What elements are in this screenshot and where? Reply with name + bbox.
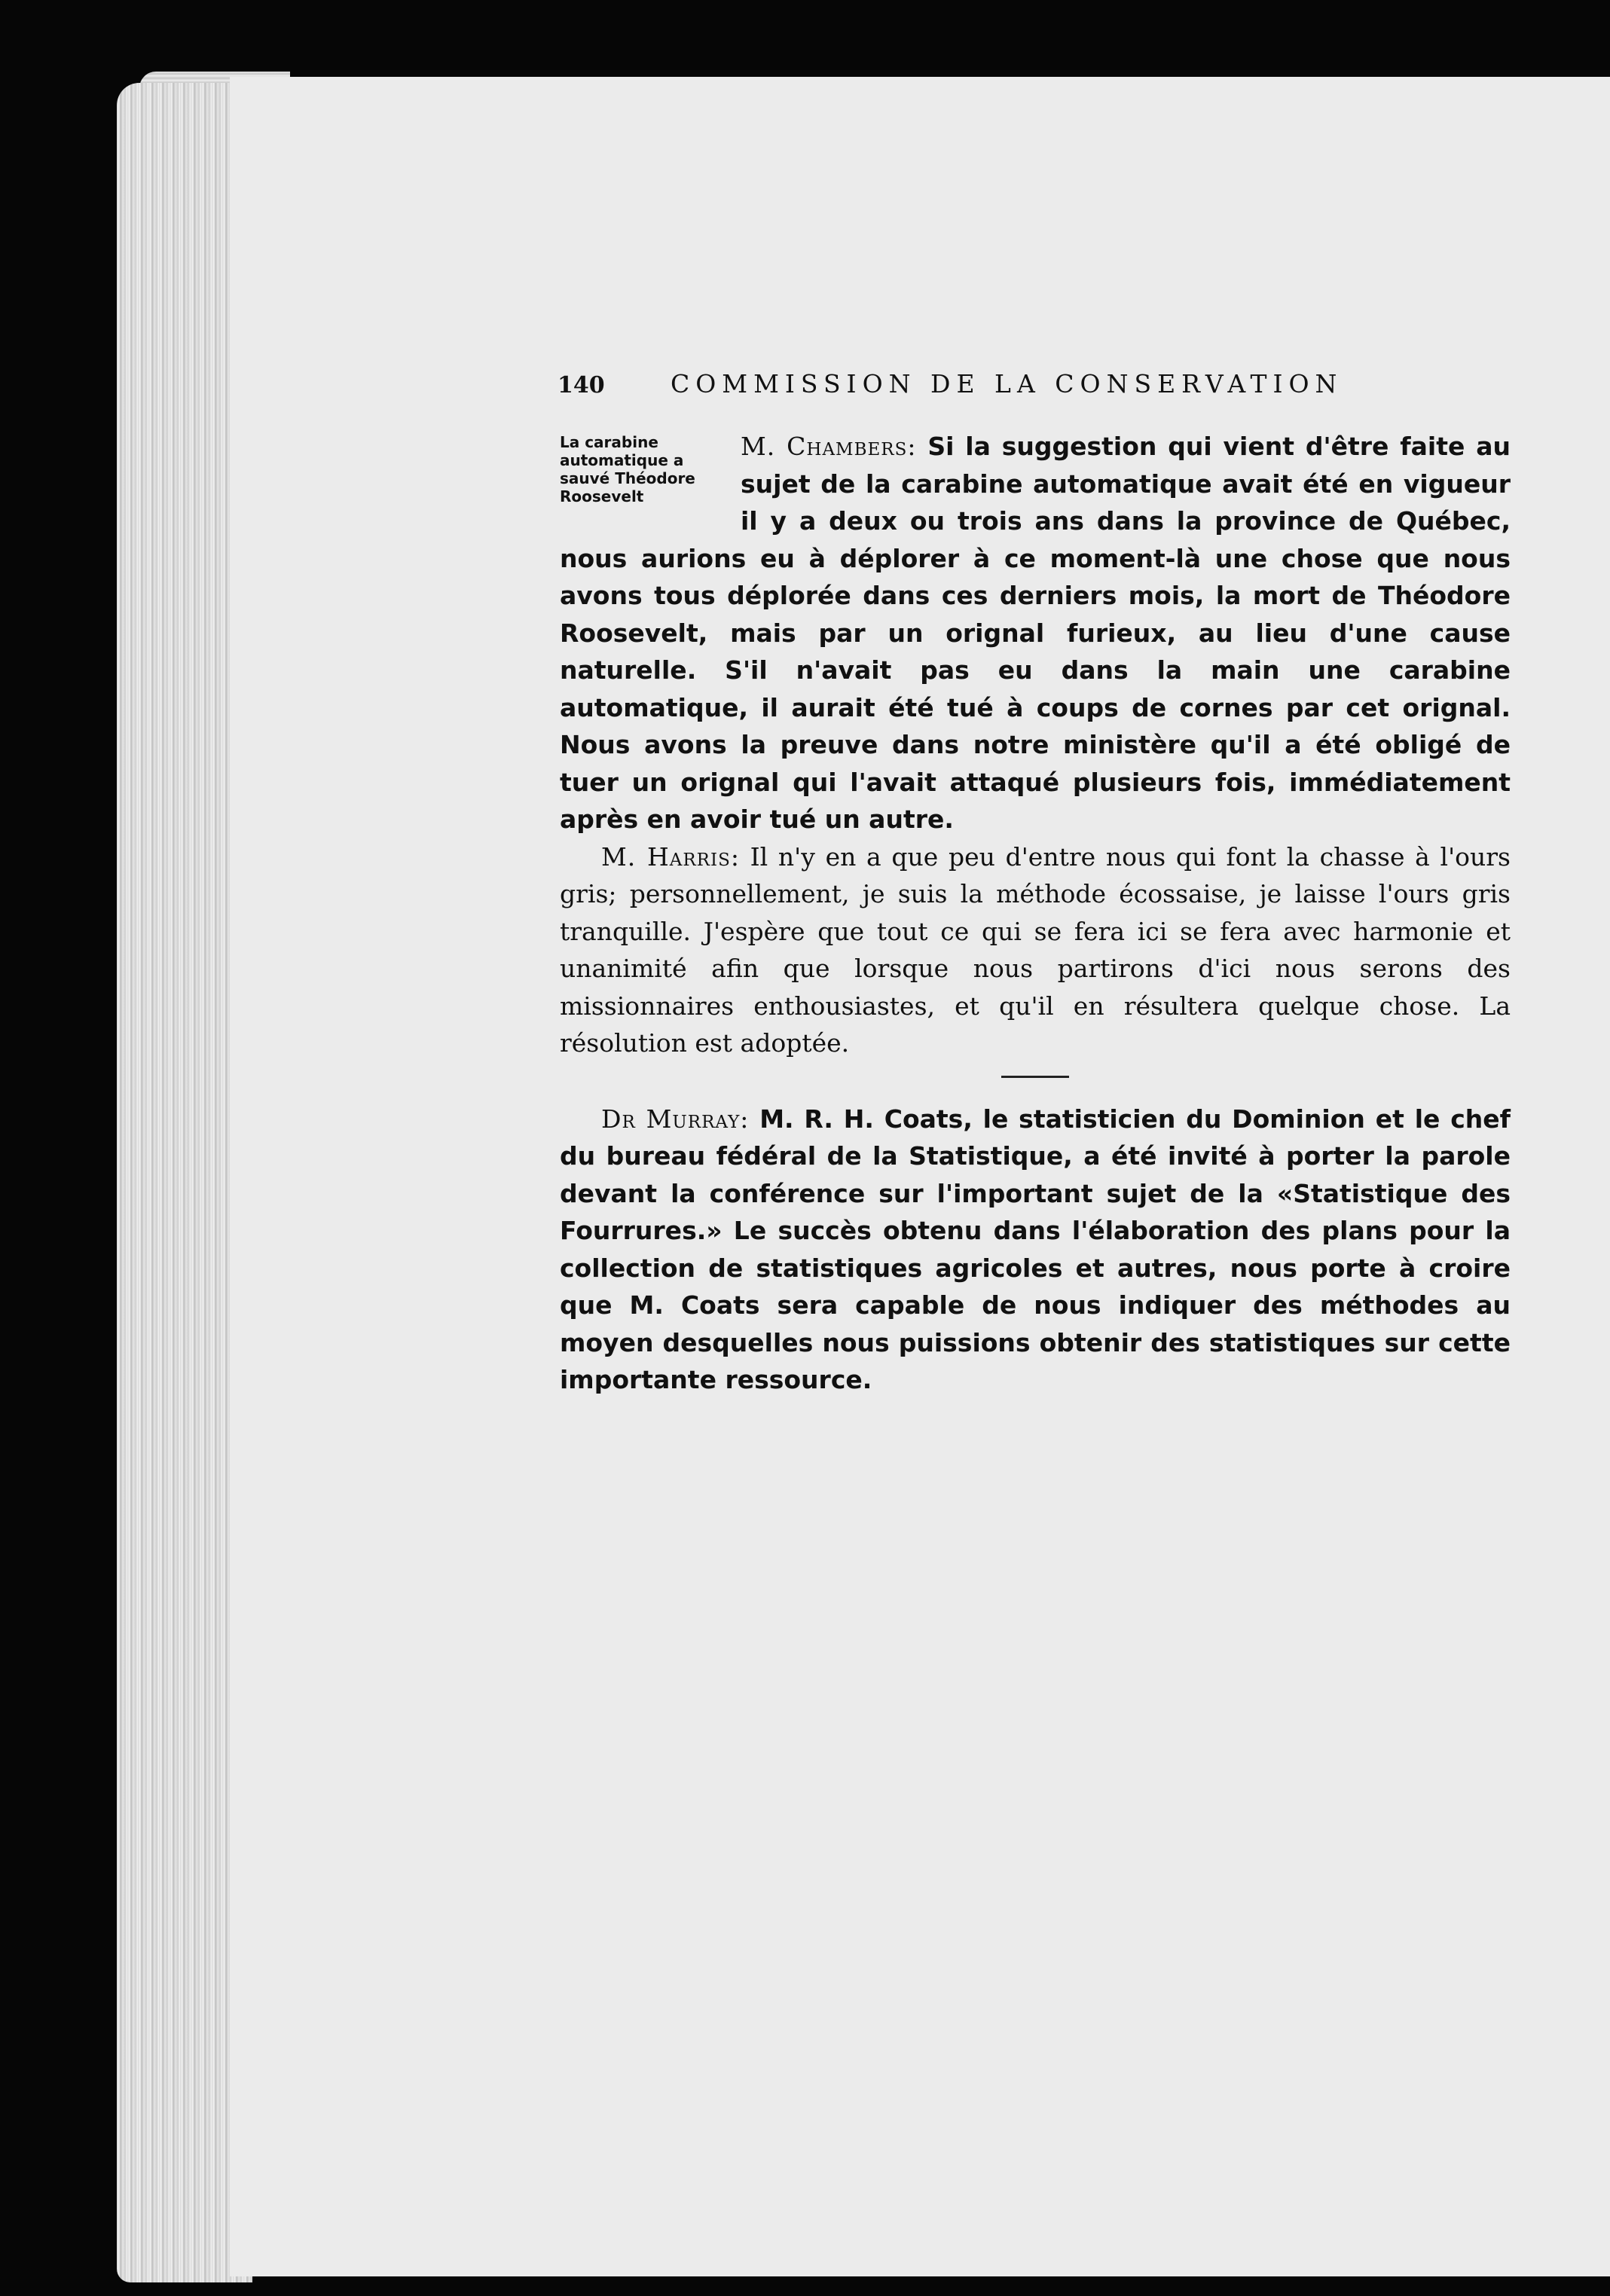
speaker-name: M. Chambers: (741, 432, 917, 461)
running-head-title: COMMISSION DE LA CONSERVATION (671, 369, 1343, 398)
running-head (558, 369, 1503, 398)
paragraph-harris (560, 838, 1511, 1062)
marginal-note: La carabine automatique a sauvé Théodore Roosevelt (560, 433, 695, 505)
marginal-note-spacer (560, 428, 741, 533)
speaker-name: M. Harris: (601, 841, 740, 872)
speaker-name: Dr Murray: (601, 1104, 750, 1134)
paragraph-text: M. R. H. Coats, le statisticien du Dominion et le chef du bureau fédéral de la Statistique, a été invité à porter la parole devant la conférence sur l'important sujet de la «Statistique des Fourrures.» Le succès obtenu dans l'élaboration des plans pour la collection de statistiques agricoles et autres, nous porte à croire que M. Coats sera capable de nous indiquer des méthodes au moyen desquelles nous puissions obtenir des statistiques sur cette importante ressource. (560, 1104, 1511, 1394)
paragraph-text: Il n'y en a que peu d'entre nous qui font la chasse à l'ours gris; personnellement, je suis la méthode écossaise, je laisse l'ours gris tranquille. J'espère que tout ce qui se fera ici se fera avec harmonie et unanimité afin que lorsque nous partirons d'ici nous serons des missionnaires enthousiastes, et qu'il en résultera quelque chose. La résolution est adoptée. (560, 841, 1511, 1058)
paragraph-murray (560, 1101, 1511, 1399)
body-text (560, 428, 1511, 1399)
paragraph-text: Si la suggestion qui vient d'être faite au sujet de la carabine automatique avait été en vigueur il y a deux ou trois ans dans la province de Québec, nous aurions eu à déplorer à ce moment-là une chose que nous avons tous déplorée dans ces derniers mois, la mort de Théodore Roosevelt, mais par un orignal furieux, au lieu d'une cause naturelle. S'il n'avait pas eu dans la main une carabine automatique, il aurait été tué à coups de cornes par cet orignal. Nous avons la preuve dans notre ministère qu'il a été obligé de tuer un orignal qui l'avait attaqué plusieurs fois, immédiatement après en avoir tué un autre. (560, 432, 1511, 834)
section-divider-rule (1001, 1076, 1069, 1078)
page-number: 140 (558, 372, 605, 398)
